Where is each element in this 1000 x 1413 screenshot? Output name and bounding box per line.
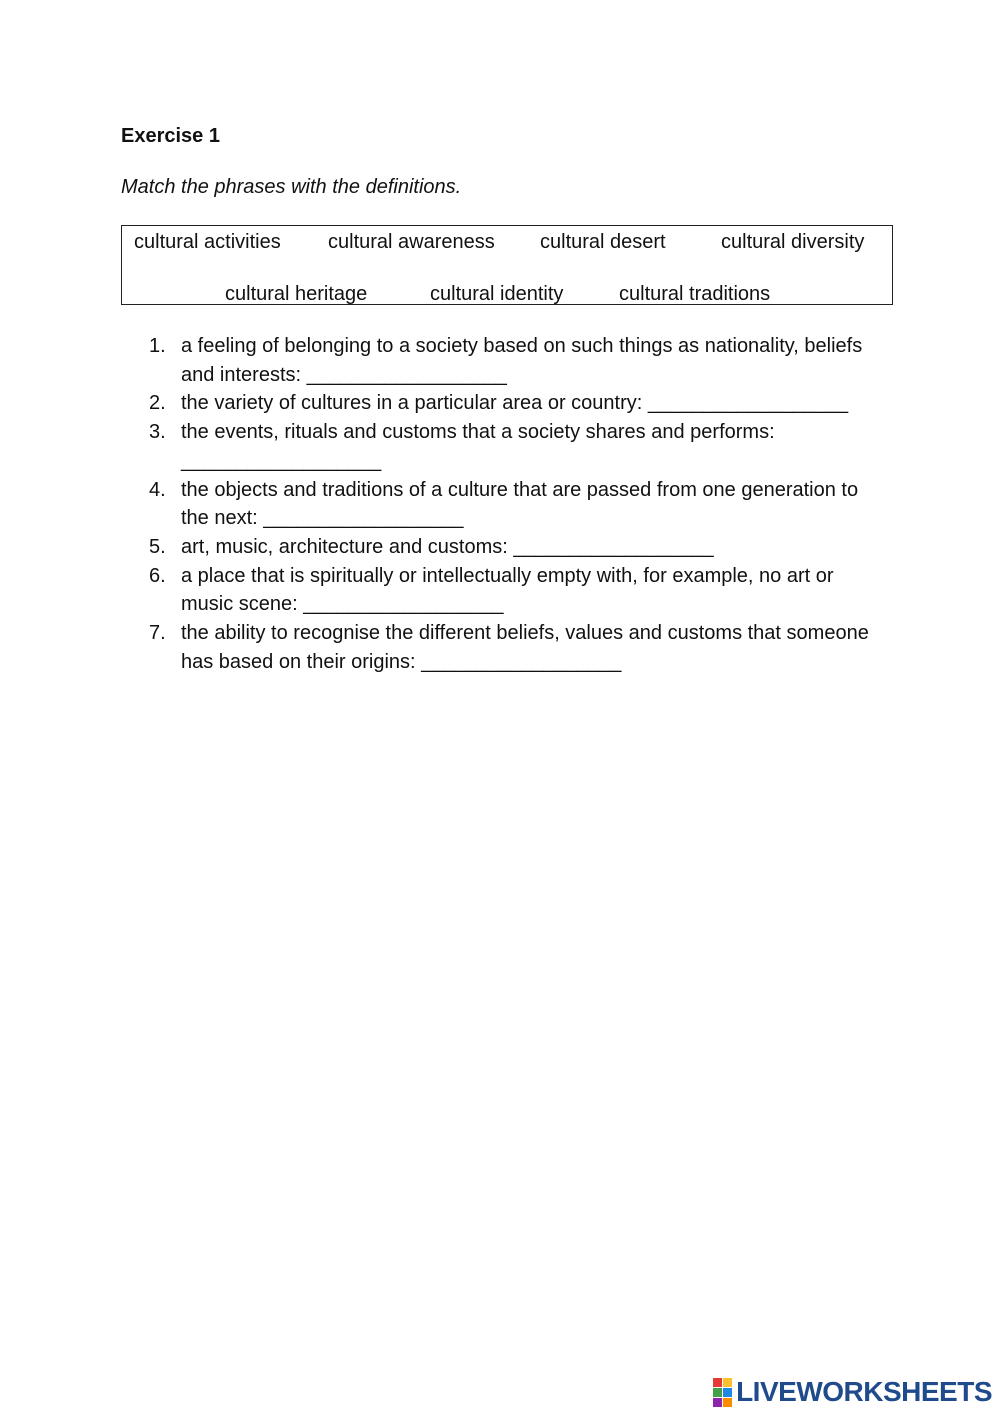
question-text: art, music, architecture and customs: xyxy=(181,535,508,558)
logo-cell xyxy=(713,1398,722,1407)
word-bank-item: cultural awareness xyxy=(328,231,495,253)
question-text: the events, rituals and customs that a society shares and performs: xyxy=(181,421,775,444)
exercise-title: Exercise 1 xyxy=(121,125,220,147)
answer-blank[interactable]: __________________ xyxy=(647,392,849,415)
word-bank-box xyxy=(121,225,893,305)
question-item xyxy=(121,533,891,562)
word-bank-item: cultural traditions xyxy=(619,283,771,305)
logo-cell xyxy=(723,1398,732,1407)
word-bank-item: cultural diversity xyxy=(721,231,865,253)
word-bank-item: cultural identity xyxy=(430,283,564,305)
liveworksheets-logo-icon xyxy=(713,1378,732,1407)
question-text: a feeling of belonging to a society based on such things as nationality, beliefs and interests: xyxy=(181,335,863,386)
question-number: 7. xyxy=(149,622,166,645)
question-number: 2. xyxy=(149,392,166,415)
logo-cell xyxy=(723,1388,732,1397)
answer-blank[interactable]: __________________ xyxy=(306,363,507,386)
logo-cell xyxy=(713,1378,722,1387)
answer-blank[interactable]: __________________ xyxy=(303,593,504,616)
word-bank-item: cultural desert xyxy=(540,231,666,253)
liveworksheets-brand xyxy=(713,1377,992,1407)
question-number: 1. xyxy=(149,335,166,357)
question-text: the objects and traditions of a culture that are passed from one generation to the next: xyxy=(181,478,859,530)
question-text: the ability to recognise the different beliefs, values and customs that someone has based on their origins: xyxy=(181,622,869,673)
instruction-text: Match the phrases with the definitions. xyxy=(121,176,462,198)
word-bank-item: cultural activities xyxy=(134,231,281,253)
question-item xyxy=(121,619,891,676)
question-number: 5. xyxy=(149,535,166,558)
answer-blank[interactable]: __________________ xyxy=(263,507,464,530)
answer-blank[interactable]: __________________ xyxy=(513,535,714,558)
question-number: 3. xyxy=(149,421,166,444)
question-number: 4. xyxy=(149,478,166,501)
question-item xyxy=(121,476,891,533)
question-item xyxy=(121,562,891,619)
logo-cell xyxy=(723,1378,732,1387)
brand-text: LIVEWORKSHEETS xyxy=(736,1376,992,1407)
question-item xyxy=(121,332,891,389)
answer-blank[interactable]: __________________ xyxy=(421,650,622,673)
question-text: a place that is spiritually or intellectually empty with, for example, no art or music scene: xyxy=(181,564,834,616)
answer-blank[interactable]: __________________ xyxy=(181,449,382,472)
logo-cell xyxy=(713,1388,722,1397)
question-item xyxy=(121,418,891,475)
question-number: 6. xyxy=(149,564,166,587)
question-list xyxy=(121,332,891,676)
question-item xyxy=(121,389,891,418)
question-text: the variety of cultures in a particular area or country: xyxy=(181,392,643,415)
word-bank-item: cultural heritage xyxy=(225,283,368,305)
